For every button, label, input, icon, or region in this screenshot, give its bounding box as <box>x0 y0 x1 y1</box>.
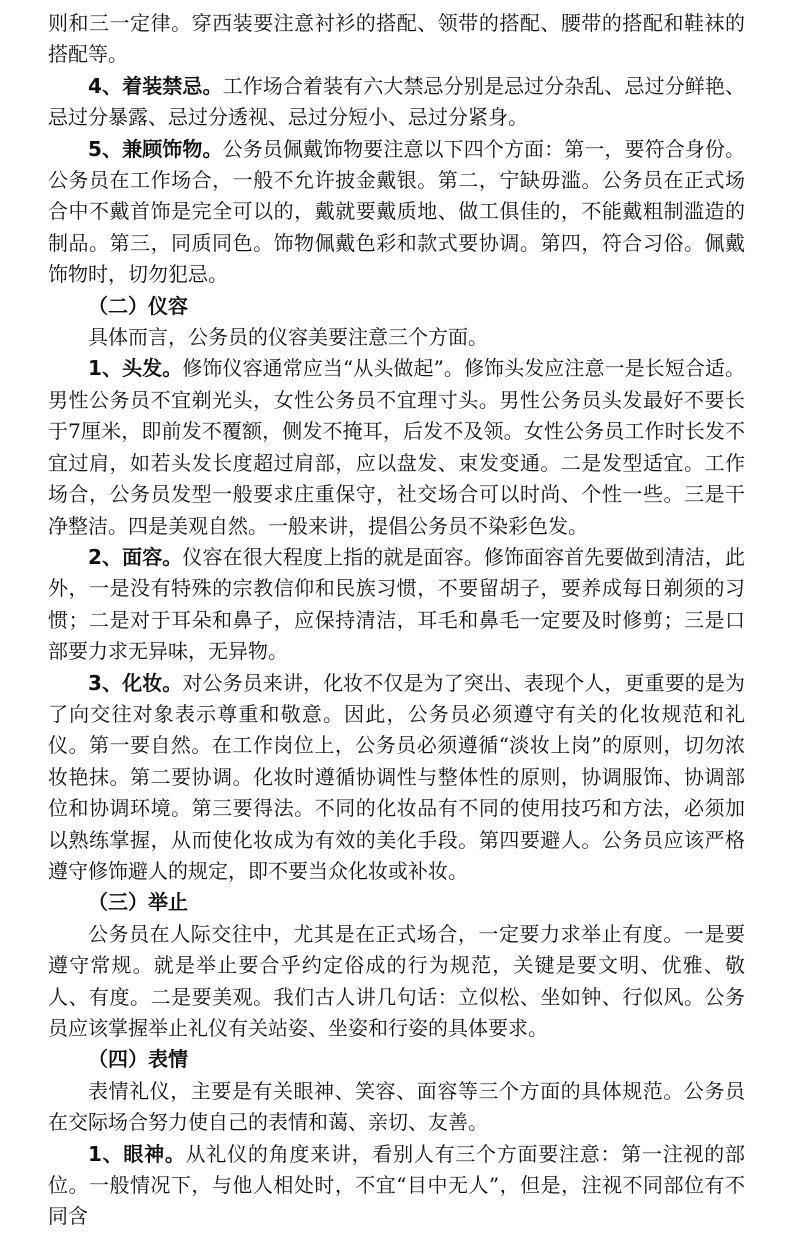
paragraph-text: 修饰仪容通常应当“从头做起”。修饰头发应注意一是长短合适。男性公务员不宜剃光头，女性公务员不宜理寸头。男性公务员头发最好不要长于7厘米，即前发不覆额，侧发不掩耳，后发不及领。女性公务员工作时长发不宜过肩，如若头发长度超过肩部，应以盘发、束发变通。二是发型适宜。工作场合，公务员发型一般要求庄重保守，社交场合可以时尚、个性一些。三是干净整洁。四是美观自然。一般来讲，提倡公务员不染彩色发。 <box>48 356 746 538</box>
paragraph-1 <box>48 8 745 71</box>
paragraph-lead: 2、面容。 <box>88 544 183 569</box>
paragraph-text: 公务员佩戴饰物要注意以下四个方面：第一，要符合身份。公务员在工作场合，一般不允许披金戴银。第二，宁缺毋滥。公务员在正式场合中不戴首饰是完全可以的，戴就要戴质地、做工俱佳的，不能戴粗制滥造的制品。第三，同质同色。饰物佩戴色彩和款式要协调。第四，符合习俗。佩戴饰物时，切勿犯忌。 <box>48 136 745 287</box>
section-heading-expression: （四）表情 <box>88 1047 188 1072</box>
paragraph-text: 则和三一定律。穿西装要注意衬衫的搭配、领带的搭配、腰带的搭配和鞋袜的搭配等。 <box>48 11 745 67</box>
paragraph-attire-taboos <box>48 71 745 134</box>
section-heading-demeanor: （三）举止 <box>88 890 188 915</box>
paragraph-text: 具体而言，公务员的仪容美要注意三个方面。 <box>88 325 488 350</box>
paragraph-text: 表情礼仪，主要是有关眼神、笑容、面容等三个方面的具体规范。公务员在交际场合努力使自己的表情和蔼、亲切、友善。 <box>48 1078 745 1135</box>
paragraph-text: 仪容在很大程度上指的就是面容。修饰面容首先要做到清洁，此外，一是没有特殊的宗教信仰和民族习惯，不要留胡子，要养成每日剃须的习惯；二是对于耳朵和鼻子，应保持清洁，耳毛和鼻毛一定要及时修剪；三是口部要力求无异味，无异物。 <box>48 544 746 664</box>
paragraph-face <box>48 542 745 668</box>
paragraph-expression-intro <box>48 1076 745 1139</box>
paragraph-makeup <box>48 668 745 888</box>
paragraph-lead: 5、兼顾饰物。 <box>88 136 223 161</box>
paragraph-lead: 1、头发。 <box>88 356 183 381</box>
paragraph-eyes <box>48 1139 745 1233</box>
paragraph-appearance-intro <box>48 322 745 353</box>
paragraph-text: 公务员在人际交往中，尤其是在正式场合，一定要力求举止有度。一是要遵守常规。就是举止要合乎约定俗成的行为规范，关键是要文明、优雅、敬人、有度。二是要美观。我们古人讲几句话：立似松、坐如钟、行似风。公务员应该掌握举止礼仪有关站姿、坐姿和行姿的具体要求。 <box>48 921 745 1040</box>
paragraph-lead: 1、眼神。 <box>88 1141 186 1166</box>
paragraph-lead: 4、着装禁忌。 <box>88 73 223 98</box>
section-heading-appearance: （二）仪容 <box>88 293 188 318</box>
paragraph-hair <box>48 353 745 541</box>
paragraph-demeanor <box>48 919 745 1045</box>
paragraph-accessories <box>48 134 745 291</box>
paragraph-text: 从礼仪的角度来讲，看别人有三个方面要注意：第一注视的部位。一般情况下，与他人相处时，不宜“目中无人”，但是，注视不同部位有不同含 <box>48 1141 745 1229</box>
paragraph-text: 对公务员来讲，化妆不仅是为了突出、表现个人，更重要的是为了向交往对象表示尊重和敬意。因此，公务员必须遵守有关的化妆规范和礼仪。第一要自然。在工作岗位上，公务员必须遵循“淡妆上岗”的原则，切勿浓妆艳抹。第二要协调。化妆时遵循协调性与整体性的原则，协调服饰、协调部位和协调环境。第三要得法。不同的化妆品有不同的使用技巧和方法，必须加以熟练掌握，从而使化妆成为有效的美化手段。第四要避人。公务员应该严格遵守修饰避人的规定，即不要当众化妆或补妆。 <box>48 670 746 883</box>
paragraph-lead: 3、化妆。 <box>88 670 183 695</box>
paragraph-text: 工作场合着装有六大禁忌分别是忌过分杂乱、忌过分鲜艳、忌过分暴露、忌过分透视、忌过分短小、忌过分紧身。 <box>48 73 745 130</box>
